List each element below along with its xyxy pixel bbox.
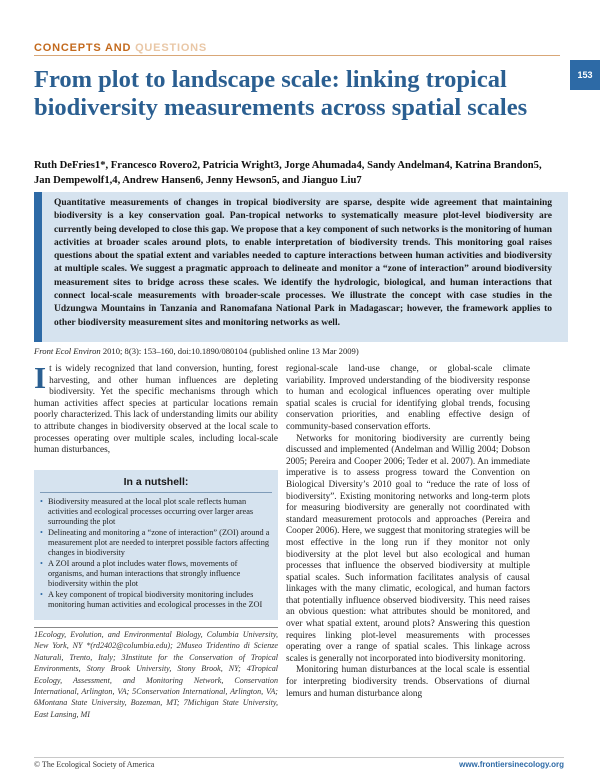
bullet-icon: •: [40, 497, 43, 506]
bullet-icon: •: [40, 528, 43, 537]
nutshell-item: • Biodiversity measured at the local plot scale reflects human activities and ecological processes occurring over larger areas surrounding the plot: [40, 497, 254, 526]
abstract-panel: [34, 192, 568, 342]
authors-line-2: Jan Dempewolf1,4, Andrew Hansen6, Jenny Hewson5, and Jianguo Liu7: [34, 175, 362, 186]
section-word-and: AND: [104, 42, 132, 54]
intro-paragraph: [34, 360, 278, 457]
page-number: 153: [577, 70, 593, 80]
nutshell-divider: [40, 492, 272, 493]
author-list: [34, 158, 554, 188]
footer-divider: [34, 757, 564, 758]
citation-details: 2010; 8(3): 153–160, doi:10.1890/080104 (published online 13 Mar 2009): [100, 346, 359, 356]
bullet-icon: •: [40, 590, 43, 599]
nutshell-list: [40, 497, 272, 610]
section-word-concepts: CONCEPTS: [34, 42, 102, 54]
journal-url[interactable]: www.frontiersinecology.org: [459, 760, 564, 769]
body-paragraph: regional-scale land-use change, or global-scale climate variability. Improved understanding of the biodiversity response to human and ecological influences operating over multiple spatial scales is crucial for identifying global trends, focusing conservation priorities, and enabling effective design of community-based conservation efforts.: [286, 364, 530, 432]
citation-line: [34, 346, 564, 356]
body-column-right: [286, 364, 530, 700]
section-divider: [34, 55, 560, 56]
body-paragraph: Monitoring human disturbances at the local scale is essential for interpreting biodiversity trends. Observations of diurnal lemurs and human disturbance along: [286, 665, 530, 699]
section-word-questions: QUESTIONS: [135, 42, 208, 54]
abstract-accent-bar: [34, 192, 42, 342]
drop-cap: I: [34, 360, 47, 395]
page-number-tab: [570, 60, 600, 90]
nutshell-item: • A ZOI around a plot includes water flows, movements of organisms, and human interactions that strongly influence biodiversity within the plot: [40, 559, 241, 588]
section-label: [34, 42, 207, 54]
citation-journal: Front Ecol Environ: [34, 346, 101, 356]
bullet-icon: •: [40, 559, 43, 568]
abstract-text: Quantitative measurements of changes in tropical biodiversity are sparse, despite wide agreement that maintaining biodiversity is a key conservation goal. Pan-tropical networks to systematically measure plot-level biodiversity are currently being developed to close this gap. We propose that a key component of such networks is the monitoring of human activities at broader scales around plots, to enable interpretation of biodiversity trends. This monitoring goal raises questions about the spatial extent and variables needed to capture interactions between human activities and biodiversity at multiple scales. We suggest a pragmatic approach to delineate and monitor a “zone of interaction” around biodiversity measurement sites to bridge across these scales. We identify the hydrologic, biological, and human interactions that connect local-scale measurements with broader-scale processes. We illustrate the concept with case studies in the Udzungwa Mountains in Tanzania and Ranomafana National Park in Madagascar; however, the framework applies to other biodiversity measurement sites and monitoring networks as well.: [54, 198, 552, 328]
nutshell-item: • Delineating and monitoring a “zone of interaction” (ZOI) around a measurement plot are needed to interpret possible factors affecting changes in biodiversity: [40, 528, 270, 557]
body-column-left: [34, 360, 278, 457]
affiliations: 1Ecology, Evolution, and Environmental Biology, Columbia University, New York, NY *(rd2402@columbia.edu); 2Museo Tridentino di Scienze Naturali, Trento, Italy; 3Institute for the Conservation of Tropical Environments, Stony Brook University, Stony Brook, NY; 4Tropical Ecology, Assessment, and Monitoring Network, Conservation International, Arlington, VA; 5Conservation International, Arlington, VA; 6Montana State University, Bozeman, MT; 7Michigan State University, East Lansing, MI: [34, 630, 278, 719]
copyright-notice: © The Ecological Society of America: [34, 760, 155, 769]
affiliation-divider: [34, 627, 278, 628]
nutshell-title: In a nutshell:: [123, 476, 189, 488]
body-paragraph: Networks for monitoring biodiversity are currently being discussed and implemented (Andelman and Willig 2004; Dobson 2005; Pereira and Cooper 2006; Teder et al. 2007). An immediate imperative is to assess progress toward the Convention on Biological Diversity’s 2010 goal to “reduce the rate of loss of biodiversity”. Existing monitoring networks and long-term plots for measuring biodiversity are generally not coordinated with standard measurement protocols and approaches (Pereira and Cooper 2006). Here, we suggest that monitoring strategies will be most effective in the long run if they monitor not only biodiversity at the plot level but also ecological and human processes that influence the observed biodiversity at multiple spatial scales. Such information facilitates analysis of causal linkages with the many climatic, ecological, and human factors that potentially influence observed biodiversity. This need raises an obvious question: what attributes should be monitored, and over what spatial extent, around plots? Answering this question requires linking plot-level measurements with processes operating over a range of spatial scales. This linkage across scales is generally not incorporated into biodiversity monitoring.: [286, 433, 530, 664]
nutshell-item: • A key component of tropical biodiversity monitoring includes monitoring human activities and ecological processes in the ZOI: [40, 590, 263, 609]
authors-line-1: Ruth DeFries1*, Francesco Rovero2, Patricia Wright3, Jorge Ahumada4, Sandy Andelman4, Katrina Brandon5,: [34, 160, 542, 171]
intro-paragraph-text: t is widely recognized that land conversion, hunting, forest harvesting, and other human influences are depleting biodiversity. Yet the specific mechanisms through which human activities affect species at particular locations remain poorly characterized. This lack of understanding limits our ability to attribute changes in biodiversity observed at the local scale to processes operating over multiple scales, including local-scale human disturbances,: [34, 364, 278, 456]
nutshell-box: [34, 470, 278, 620]
article-title: From plot to landscape scale: linking tropical biodiversity measurements across spatial scales: [34, 66, 528, 121]
